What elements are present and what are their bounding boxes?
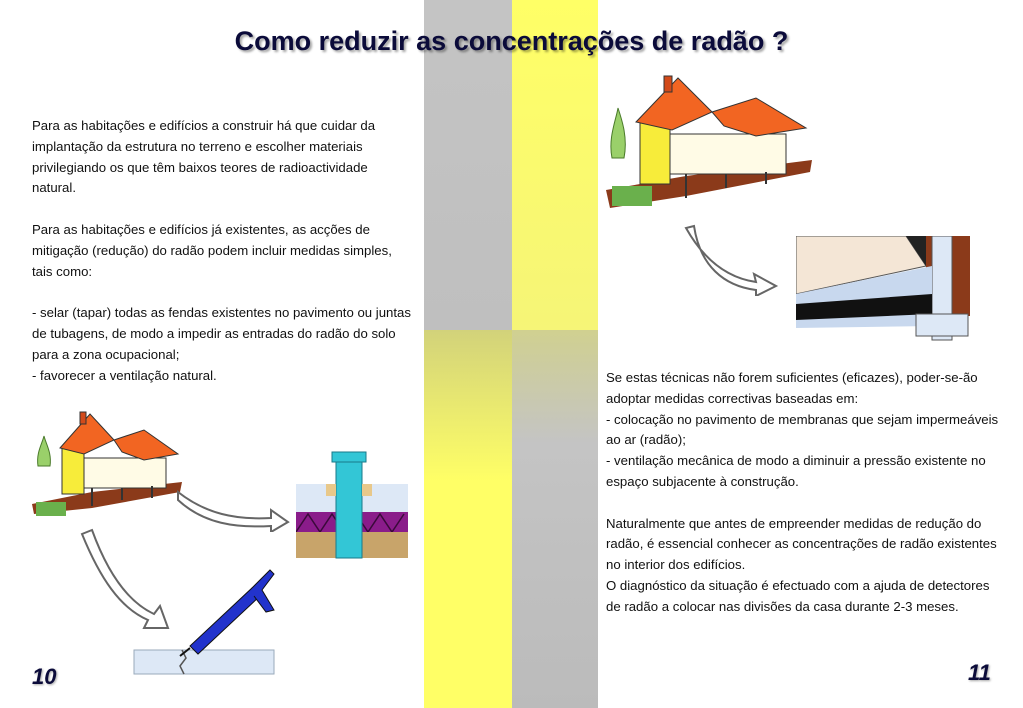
roof-icon-annex	[114, 430, 178, 460]
left-paragraph-4: - favorecer a ventilação natural.	[32, 367, 217, 383]
right-paragraph-4: Naturalmente que antes de empreender medidas de redução do radão, é essencial conhecer as concentrações de radão existentes no interior dos edifícios.	[606, 515, 997, 573]
tree-icon	[38, 436, 51, 466]
arrow-to-pipe	[176, 484, 291, 532]
membrane-detail-illustration	[796, 236, 980, 344]
right-text-block	[606, 368, 1001, 618]
roof-icon	[636, 78, 712, 130]
left-text-block	[32, 116, 412, 386]
arrow-icon	[178, 492, 288, 532]
page-number-left: 10	[32, 664, 57, 689]
caulking-gun-icon	[190, 588, 260, 654]
right-paragraph-5: O diagnóstico da situação é efectuado com a ajuda de detectores de radão a colocar nas divisões da casa durante 2-3 meses.	[606, 577, 990, 614]
floor-crack	[134, 650, 274, 674]
pipe-seal-illustration	[296, 450, 408, 560]
left-paragraph-3: - selar (tapar) todas as fendas existentes no pavimento ou juntas de tubagens, de modo a impedir as entradas do radão do solo para a zona ocupacional;	[32, 305, 411, 362]
background-stripe-grey-lower	[512, 330, 598, 708]
right-paragraph-1: Se estas técnicas não forem suficientes (eficazes), poder-se-ão adoptar medidas correctivas baseadas em:	[606, 370, 978, 406]
grass-patch	[612, 186, 652, 206]
house-interior	[84, 458, 166, 488]
pipe-icon	[336, 458, 362, 558]
roof-icon	[60, 414, 114, 454]
page-number-right: 11	[968, 660, 991, 685]
right-paragraph-3: - ventilação mecânica de modo a diminuir a pressão existente no espaço subjacente à construção.	[606, 453, 986, 489]
tree-icon	[611, 108, 625, 158]
house-interior	[670, 134, 786, 174]
chimney-icon	[80, 412, 86, 424]
page-title: Como reduzir as concentrações de radão ?	[234, 26, 789, 56]
caulking-gun-illustration	[132, 566, 277, 678]
house-wall	[640, 120, 670, 184]
left-paragraph-1: Para as habitações e edifícios a construir há que cuidar da implantação da estrutura no terreno e escolher materiais privilegiando os que têm baixos teores de radioactividade natural.	[32, 118, 376, 196]
house-illustration-left	[32, 408, 182, 528]
roof-icon-annex	[712, 98, 806, 136]
grass-patch	[36, 502, 66, 516]
chimney-icon	[664, 76, 672, 92]
left-paragraph-2: Para as habitações e edifícios já existentes, as acções de mitigação (redução) do radão podem incluir medidas simples, tais como:	[32, 221, 392, 279]
arrow-to-membrane	[684, 224, 780, 296]
house-illustration-right	[606, 72, 816, 222]
right-paragraph-2: - colocação no pavimento de membranas que sejam impermeáveis ao ar (radão);	[606, 411, 999, 448]
background-stripe-yellow-lower	[424, 330, 512, 708]
arrow-icon	[686, 226, 776, 296]
